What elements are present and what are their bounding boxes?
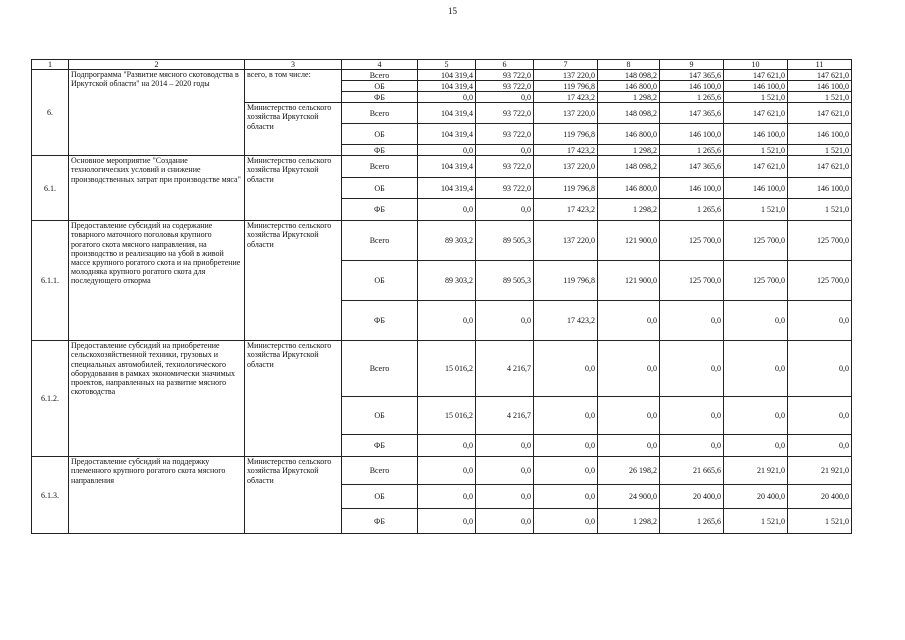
executor: всего, в том числе: [245,70,342,103]
value-cell: 0,0 [788,341,852,397]
header-cell: 4 [342,60,418,70]
value-cell: 17 423,2 [534,92,598,103]
value-cell: 0,0 [788,435,852,457]
value-cell: 93 722,0 [476,103,534,124]
item-name: Предоставление субсидий на приобретение сельскохозяйственной техники, грузовых и специальных автомобилей, технологического оборудования в рамках экономически значимых проектов, направленных на развитие мясного скотоводства [69,341,245,457]
value-cell: 147 621,0 [788,70,852,81]
value-cell: 1 265,6 [660,509,724,534]
value-cell: 26 198,2 [598,457,660,485]
value-cell: 0,0 [418,301,476,341]
value-cell: 0,0 [598,341,660,397]
value-cell: 15 016,2 [418,397,476,435]
value-cell: 0,0 [660,301,724,341]
value-cell: 0,0 [724,301,788,341]
value-cell: 1 521,0 [788,145,852,156]
value-cell: 0,0 [788,301,852,341]
item-code: 6.1.1. [32,221,69,341]
value-cell: 93 722,0 [476,178,534,199]
header-cell: 2 [69,60,245,70]
header-cell: 7 [534,60,598,70]
value-cell: 146 100,0 [788,178,852,199]
item-code: 6. [32,70,69,156]
value-cell: 89 505,3 [476,261,534,301]
value-cell: 20 400,0 [660,485,724,509]
value-cell: 1 521,0 [724,509,788,534]
funding-type: ФБ [342,145,418,156]
value-cell: 4 216,7 [476,341,534,397]
value-cell: 147 621,0 [724,103,788,124]
value-cell: 0,0 [418,92,476,103]
value-cell: 0,0 [476,485,534,509]
value-cell: 1 265,6 [660,145,724,156]
value-cell: 146 100,0 [660,81,724,92]
value-cell: 0,0 [418,457,476,485]
value-cell: 93 722,0 [476,124,534,145]
value-cell: 1 521,0 [724,92,788,103]
value-cell: 148 098,2 [598,103,660,124]
executor: Министерство сельского хозяйства Иркутской области [245,341,342,457]
value-cell: 93 722,0 [476,81,534,92]
value-cell: 0,0 [534,341,598,397]
funding-type: ОБ [342,178,418,199]
value-cell: 146 100,0 [788,81,852,92]
value-cell: 89 505,3 [476,221,534,261]
item-code: 6.1. [32,156,69,221]
value-cell: 147 365,6 [660,156,724,178]
value-cell: 137 220,0 [534,70,598,81]
value-cell: 119 796,8 [534,178,598,199]
value-cell: 147 621,0 [724,70,788,81]
value-cell: 119 796,8 [534,261,598,301]
value-cell: 147 365,6 [660,70,724,81]
value-cell: 0,0 [534,457,598,485]
value-cell: 0,0 [660,341,724,397]
value-cell: 146 800,0 [598,124,660,145]
executor: Министерство сельского хозяйства Иркутской области [245,156,342,221]
value-cell: 0,0 [476,301,534,341]
value-cell: 1 521,0 [724,199,788,221]
value-cell: 104 319,4 [418,156,476,178]
item-code: 6.1.3. [32,457,69,534]
value-cell: 125 700,0 [788,261,852,301]
value-cell: 104 319,4 [418,103,476,124]
value-cell: 146 100,0 [788,124,852,145]
value-cell: 104 319,4 [418,124,476,145]
executor: Министерство сельского хозяйства Иркутской области [245,457,342,534]
value-cell: 125 700,0 [724,221,788,261]
value-cell: 0,0 [724,341,788,397]
value-cell: 146 800,0 [598,178,660,199]
value-cell: 0,0 [598,397,660,435]
value-cell: 1 521,0 [788,92,852,103]
value-cell: 137 220,0 [534,156,598,178]
value-cell: 121 900,0 [598,261,660,301]
value-cell: 137 220,0 [534,103,598,124]
value-cell: 0,0 [418,509,476,534]
value-cell: 119 796,8 [534,81,598,92]
value-cell: 1 521,0 [788,199,852,221]
value-cell: 17 423,2 [534,301,598,341]
value-cell: 21 921,0 [788,457,852,485]
value-cell: 0,0 [534,397,598,435]
value-cell: 0,0 [476,145,534,156]
budget-table [31,59,852,534]
header-cell: 10 [724,60,788,70]
funding-type: Всего [342,103,418,124]
value-cell: 147 621,0 [788,103,852,124]
table-row [32,341,852,397]
value-cell: 125 700,0 [660,261,724,301]
value-cell: 125 700,0 [660,221,724,261]
value-cell: 125 700,0 [724,261,788,301]
value-cell: 0,0 [418,485,476,509]
funding-type: ФБ [342,301,418,341]
header-cell: 1 [32,60,69,70]
value-cell: 0,0 [534,485,598,509]
value-cell: 4 216,7 [476,397,534,435]
funding-type: Всего [342,457,418,485]
value-cell: 0,0 [534,435,598,457]
value-cell: 15 016,2 [418,341,476,397]
value-cell: 104 319,4 [418,178,476,199]
value-cell: 0,0 [476,92,534,103]
value-cell: 1 298,2 [598,145,660,156]
executor: Министерство сельского хозяйства Иркутской области [245,103,342,156]
value-cell: 21 665,6 [660,457,724,485]
value-cell: 0,0 [788,397,852,435]
value-cell: 137 220,0 [534,221,598,261]
value-cell: 20 400,0 [724,485,788,509]
value-cell: 1 298,2 [598,509,660,534]
funding-type: Всего [342,70,418,81]
value-cell: 146 100,0 [660,124,724,145]
funding-type: Всего [342,221,418,261]
funding-type: ОБ [342,397,418,435]
value-cell: 93 722,0 [476,156,534,178]
value-cell: 0,0 [476,457,534,485]
header-row [32,60,852,70]
value-cell: 24 900,0 [598,485,660,509]
value-cell: 1 521,0 [788,509,852,534]
value-cell: 0,0 [476,509,534,534]
value-cell: 104 319,4 [418,70,476,81]
value-cell: 0,0 [418,199,476,221]
item-name: Предоставление субсидий на содержание товарного маточного поголовья крупного рогатого скота мясного направления, на производство и реализацию на убой в живой массе крупного рогатого скота и на приобретение молодняка крупного рогатого скота для последующего откорма [69,221,245,341]
header-cell: 6 [476,60,534,70]
value-cell: 0,0 [724,397,788,435]
funding-type: ОБ [342,261,418,301]
header-cell: 3 [245,60,342,70]
value-cell: 147 365,6 [660,103,724,124]
funding-type: ФБ [342,199,418,221]
value-cell: 125 700,0 [788,221,852,261]
value-cell: 0,0 [418,145,476,156]
header-cell: 11 [788,60,852,70]
value-cell: 21 921,0 [724,457,788,485]
value-cell: 146 800,0 [598,81,660,92]
value-cell: 0,0 [418,435,476,457]
value-cell: 147 621,0 [788,156,852,178]
value-cell: 119 796,8 [534,124,598,145]
value-cell: 121 900,0 [598,221,660,261]
funding-type: ОБ [342,124,418,145]
value-cell: 1 265,6 [660,199,724,221]
value-cell: 0,0 [476,435,534,457]
value-cell: 146 100,0 [724,178,788,199]
funding-type: ОБ [342,81,418,92]
value-cell: 89 303,2 [418,221,476,261]
value-cell: 147 621,0 [724,156,788,178]
value-cell: 1 521,0 [724,145,788,156]
funding-type: ФБ [342,509,418,534]
executor: Министерство сельского хозяйства Иркутской области [245,221,342,341]
value-cell: 0,0 [660,397,724,435]
item-name: Основное мероприятие "Создание технологических условий и снижение производственных затрат при производстве мяса" [69,156,245,221]
value-cell: 1 298,2 [598,199,660,221]
header-cell: 8 [598,60,660,70]
funding-type: ФБ [342,92,418,103]
item-name: Подпрограмма "Развитие мясного скотоводства в Иркутской области" на 2014 – 2020 годы [69,70,245,156]
value-cell: 104 319,4 [418,81,476,92]
value-cell: 146 100,0 [724,124,788,145]
value-cell: 148 098,2 [598,70,660,81]
value-cell: 93 722,0 [476,70,534,81]
value-cell: 0,0 [598,435,660,457]
value-cell: 146 100,0 [724,81,788,92]
table-row [32,221,852,261]
value-cell: 1 298,2 [598,92,660,103]
value-cell: 0,0 [724,435,788,457]
table-row [32,156,852,178]
item-code: 6.1.2. [32,341,69,457]
funding-type: ОБ [342,485,418,509]
value-cell: 148 098,2 [598,156,660,178]
value-cell: 0,0 [598,301,660,341]
funding-type: Всего [342,341,418,397]
page-number: 15 [448,6,457,16]
value-cell: 20 400,0 [788,485,852,509]
table-row [32,457,852,485]
table-row [32,70,852,81]
value-cell: 146 100,0 [660,178,724,199]
value-cell: 0,0 [476,199,534,221]
value-cell: 17 423,2 [534,199,598,221]
item-name: Предоставление субсидий на поддержку племенного крупного рогатого скота мясного направления [69,457,245,534]
value-cell: 17 423,2 [534,145,598,156]
value-cell: 0,0 [534,509,598,534]
funding-type: Всего [342,156,418,178]
header-cell: 9 [660,60,724,70]
value-cell: 0,0 [660,435,724,457]
value-cell: 89 303,2 [418,261,476,301]
header-cell: 5 [418,60,476,70]
value-cell: 1 265,6 [660,92,724,103]
funding-type: ФБ [342,435,418,457]
